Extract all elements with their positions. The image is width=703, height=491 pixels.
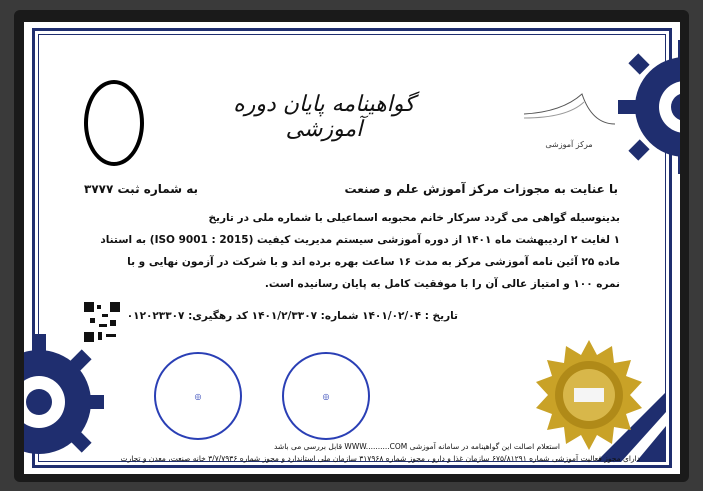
header-organization: با عنایت به مجوزات مرکز آموزش علم و صنعت — [344, 182, 618, 196]
footer-licenses: دارای مجوز فعالیت آموزشی شماره ۶۷۵/۸۱۲۹۱ سازمان غذا و دارو ، مجوز شماره ۳۱۷۹۶۸ سازمان ملی استاندارد و مجوز شماره ۳/۷/۷۹۳۶ خانه صنعت، معدن و تجارت — [120, 454, 640, 463]
qr-code — [82, 300, 122, 344]
body-line: نمره ۱۰۰ و امتیاز عالی آن را با موفقیت کامل به پایان رسانیده است. — [264, 278, 620, 290]
certificate-paper — [24, 22, 680, 474]
body-line: بدینوسیله گواهی می گردد سرکار خانم محبوبه اسماعیلی با شماره ملی در تاریخ — [208, 212, 620, 224]
footer-verification: استعلام اصالت این گواهینامه در سامانه آموزشی WWW..........COM قابل بررسی می باشد — [274, 442, 560, 451]
gear-icon — [24, 322, 114, 472]
registration-number: به شماره ثبت ۳۷۷۷ — [84, 182, 199, 196]
header-line — [84, 182, 618, 196]
stamp: ◎ — [154, 352, 242, 440]
body-line: ۱ لغایت ۲ اردیبهشت ماه ۱۴۰۱ از دوره آموزشی سیستم مدیریت کیفیت (ISO 9001 : 2015) به استناد — [100, 234, 620, 246]
stamp: ◎ — [282, 352, 370, 440]
photo-placeholder — [84, 80, 144, 166]
date-line: تاریخ : ۱۴۰۱/۰۲/۰۴ شماره: ۱۴۰۱/۲/۳۳۰۷ کد رهگیری: ۰۱۲۰۲۳۳۰۷ — [126, 310, 458, 322]
logo-label: مرکز آموزشی — [545, 140, 593, 149]
gold-seal-icon — [534, 340, 644, 450]
certificate-title: گواهینامه پایان دوره آموزشی — [233, 92, 415, 142]
body-line: ماده ۲۵ آئین نامه آموزشی مرکز به مدت ۱۶ ساعت بهره برده اند و با شرکت در آزمون نهایی و با — [127, 256, 620, 268]
gear-icon — [610, 32, 680, 182]
